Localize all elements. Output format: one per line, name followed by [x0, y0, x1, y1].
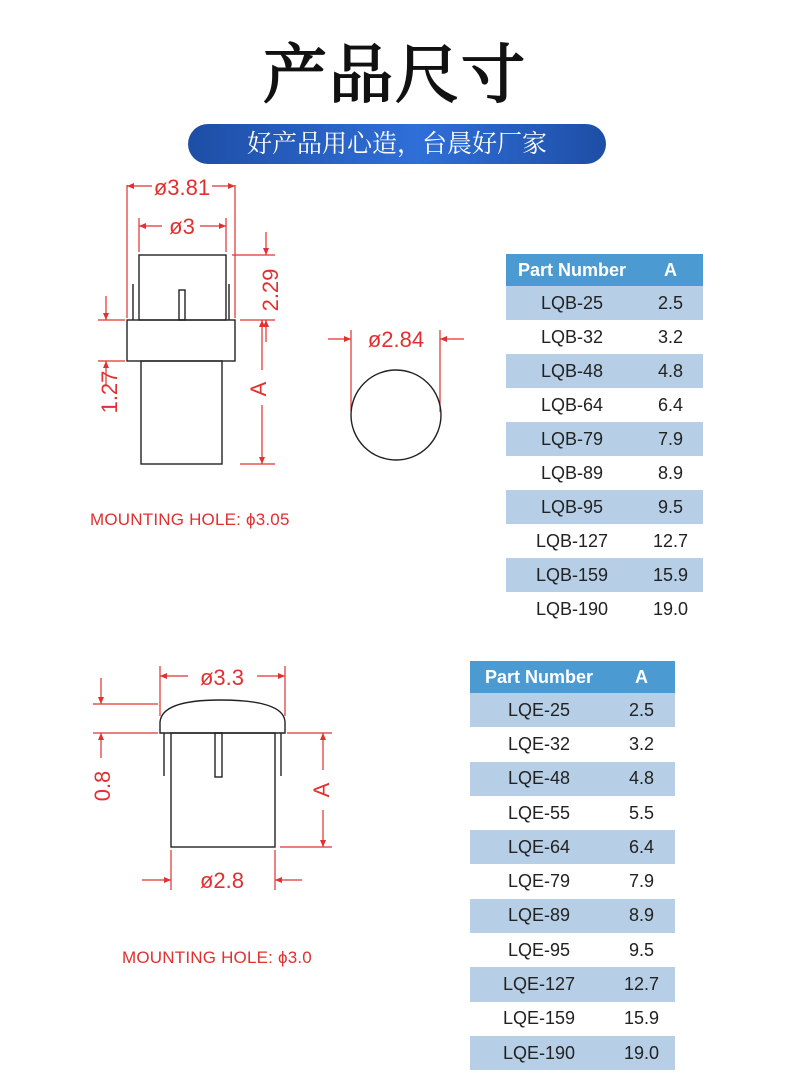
a-value-cell: 8.9	[608, 899, 675, 933]
a-value-cell: 7.9	[638, 422, 703, 456]
part-number-cell: LQB-95	[506, 490, 638, 524]
dim-outer-diameter: ø3.81	[153, 175, 211, 200]
a-value-cell: 6.4	[638, 388, 703, 422]
table-row	[506, 320, 703, 354]
column-header-part-number: Part Number	[506, 254, 638, 286]
a-value-cell: 2.5	[608, 693, 675, 727]
column-header-a: A	[638, 254, 703, 286]
a-value-cell: 15.9	[608, 1002, 675, 1036]
dim-cap-height: 0.8	[90, 770, 115, 802]
part-number-cell: LQB-32	[506, 320, 638, 354]
table-row	[470, 830, 675, 864]
part-number-cell: LQE-159	[470, 1002, 608, 1036]
table-row	[506, 490, 703, 524]
dim-length-a-2: A	[309, 782, 334, 798]
page-title: 产品尺寸	[263, 39, 527, 113]
table-row	[470, 796, 675, 830]
table-row	[506, 422, 703, 456]
dim-circle-diameter: ø2.84	[367, 327, 425, 352]
a-value-cell: 3.2	[608, 727, 675, 761]
table-row	[470, 1036, 675, 1070]
part-number-cell: LQE-55	[470, 796, 608, 830]
dim-flange: 1.27	[97, 370, 122, 414]
table-row	[506, 592, 703, 626]
part-number-cell: LQB-64	[506, 388, 638, 422]
lqb-side-view	[127, 255, 235, 464]
table-header-row	[470, 661, 675, 693]
a-value-cell: 7.9	[608, 864, 675, 898]
a-value-cell: 12.7	[608, 967, 675, 1001]
part-number-cell: LQE-190	[470, 1036, 608, 1070]
lqe-part-table	[470, 661, 675, 1070]
dim-inner-diameter: ø3	[169, 214, 195, 239]
dim-body-diameter: ø2.8	[199, 868, 245, 893]
lqe-side-view	[160, 700, 285, 847]
part-number-cell: LQE-95	[470, 933, 608, 967]
table-row	[470, 864, 675, 898]
column-header-a: A	[608, 661, 675, 693]
table-row	[506, 558, 703, 592]
a-value-cell: 3.2	[638, 320, 703, 354]
a-value-cell: 19.0	[638, 592, 703, 626]
a-value-cell: 9.5	[638, 490, 703, 524]
a-value-cell: 6.4	[608, 830, 675, 864]
lqb-dimension-lines	[98, 185, 464, 464]
a-value-cell: 4.8	[638, 354, 703, 388]
lqb-top-view-circle	[351, 370, 441, 460]
part-number-cell: LQB-127	[506, 524, 638, 558]
part-number-cell: LQB-48	[506, 354, 638, 388]
a-value-cell: 4.8	[608, 762, 675, 796]
table-row	[470, 727, 675, 761]
table-row	[470, 762, 675, 796]
a-value-cell: 12.7	[638, 524, 703, 558]
slogan-banner: 好产品用心造，台晨好厂家	[188, 124, 606, 164]
a-value-cell: 19.0	[608, 1036, 675, 1070]
mounting-hole-note-2: MOUNTING HOLE: ϕ3.0	[122, 948, 312, 967]
table-row	[470, 693, 675, 727]
part-number-cell: LQE-127	[470, 967, 608, 1001]
part-number-cell: LQB-190	[506, 592, 638, 626]
a-value-cell: 5.5	[608, 796, 675, 830]
part-number-cell: LQB-25	[506, 286, 638, 320]
lqb-part-table	[506, 254, 703, 626]
a-value-cell: 2.5	[638, 286, 703, 320]
a-value-cell: 15.9	[638, 558, 703, 592]
table-row	[506, 524, 703, 558]
table-row	[470, 967, 675, 1001]
part-number-cell: LQB-79	[506, 422, 638, 456]
table-row	[506, 388, 703, 422]
table-row	[470, 933, 675, 967]
column-header-part-number: Part Number	[470, 661, 608, 693]
part-number-cell: LQE-79	[470, 864, 608, 898]
table-header-row	[506, 254, 703, 286]
part-number-cell: LQE-25	[470, 693, 608, 727]
table-row	[470, 899, 675, 933]
mounting-hole-note-1: MOUNTING HOLE: ϕ3.05	[90, 510, 290, 529]
part-number-cell: LQB-159	[506, 558, 638, 592]
a-value-cell: 9.5	[608, 933, 675, 967]
part-number-cell: LQB-89	[506, 456, 638, 490]
part-number-cell: LQE-89	[470, 899, 608, 933]
table-row	[506, 354, 703, 388]
table-row	[506, 456, 703, 490]
part-number-cell: LQE-64	[470, 830, 608, 864]
dim-length-a: A	[246, 381, 271, 397]
dim-cap-diameter: ø3.3	[199, 665, 245, 690]
part-number-cell: LQE-48	[470, 762, 608, 796]
part-number-cell: LQE-32	[470, 727, 608, 761]
table-row	[470, 1002, 675, 1036]
table-row	[506, 286, 703, 320]
a-value-cell: 8.9	[638, 456, 703, 490]
dim-top-height: 2.29	[258, 268, 283, 312]
